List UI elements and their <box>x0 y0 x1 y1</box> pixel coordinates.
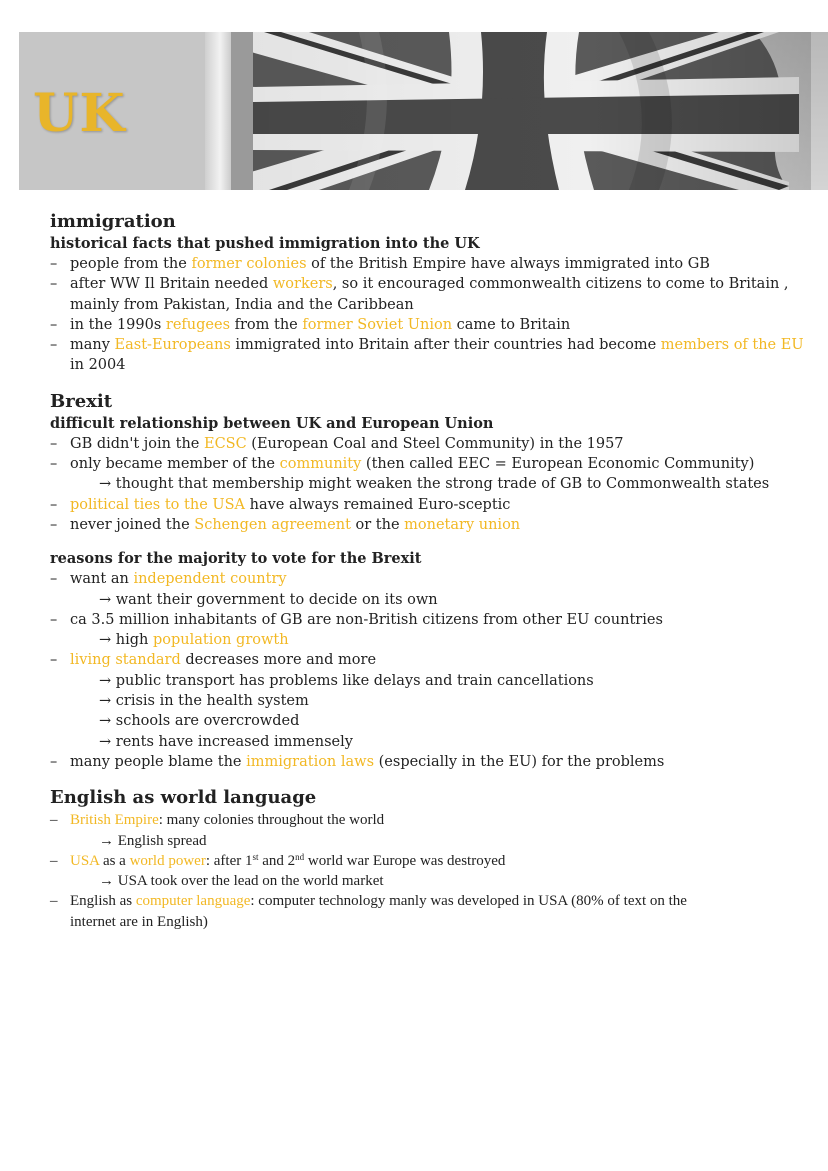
arrow-subitem: → high population growth <box>99 632 289 649</box>
list-item: – want an independent country <box>50 571 287 588</box>
list-item: – living standard decreases more and more <box>50 652 377 669</box>
arrow-icon: → <box>99 713 112 730</box>
list-item-continuation: in 2004 <box>70 357 126 374</box>
list-item-continuation: mainly from Pakistan, India and the Caribbean <box>70 296 414 313</box>
subheading-difficult-relationship: difficult relationship between UK and European Union <box>50 414 494 432</box>
content <box>50 210 804 932</box>
arrow-subitem: → English spread <box>99 832 207 849</box>
list-item: – many East-Europeans immigrated into Britain after their countries had become members of the EU <box>50 337 804 354</box>
list-item: – English as computer language: computer technology manly was developed in USA (80% of text on the <box>50 893 687 910</box>
arrow-icon: → <box>99 632 112 649</box>
section-heading-immigration: immigration <box>50 211 176 232</box>
arrow-icon: → <box>99 733 112 750</box>
list-item: – never joined the Schengen agreement or the monetary union <box>50 516 521 533</box>
arrow-subitem: → schools are overcrowded <box>99 713 300 730</box>
header-banner <box>19 32 828 190</box>
list-item: – people from the former colonies of the British Empire have always immigrated into GB <box>50 256 710 272</box>
list-item: – in the 1990s refugees from the former Soviet Union came to Britain <box>50 316 571 333</box>
subheading-reasons-brexit: reasons for the majority to vote for the Brexit <box>50 550 422 568</box>
list-item: – British Empire: many colonies throughout the world <box>50 812 385 829</box>
list-item-continuation: internet are in English) <box>70 913 208 930</box>
arrow-subitem: → want their government to decide on its own <box>99 591 438 608</box>
arrow-icon: → <box>99 873 114 890</box>
list-item: – USA as a world power: after 1st and 2nd world war Europe was destroyed <box>50 851 506 869</box>
english-list <box>50 810 790 932</box>
arrow-subitem: → thought that membership might weaken the strong trade of GB to Commonwealth states <box>99 476 770 493</box>
list-item: – many people blame the immigration laws (especially in the EU) for the problems <box>50 753 665 770</box>
list-item: – only became member of the community (then called EEC = European Economic Community) <box>50 456 755 473</box>
list-item: – ca 3.5 million inhabitants of GB are non-British citizens from other EU countries <box>50 611 663 628</box>
list-item: – political ties to the USA have always remained Euro-sceptic <box>50 496 511 513</box>
arrow-subitem: → public transport has problems like delays and train cancellations <box>99 672 594 689</box>
arrow-icon: → <box>99 476 112 493</box>
union-jack-flag-image <box>19 32 828 190</box>
arrow-icon: → <box>99 672 112 689</box>
arrow-icon: → <box>99 693 112 710</box>
arrow-subitem: → rents have increased immensely <box>99 733 353 750</box>
subheading-historical-facts: historical facts that pushed immigration into the UK <box>50 235 480 252</box>
banner-title: UK <box>33 83 126 144</box>
section-heading-english: English as world language <box>50 787 317 809</box>
arrow-icon: → <box>99 832 114 849</box>
arrow-subitem: → USA took over the lead on the world market <box>99 873 384 890</box>
list-item: – GB didn't join the ECSC (European Coal and Steel Community) in the 1957 <box>50 435 624 452</box>
arrow-icon: → <box>99 591 112 608</box>
list-item: – after WW Il Britain needed workers, so it encouraged commonwealth citizens to come to Britain , <box>50 276 789 293</box>
arrow-subitem: → crisis in the health system <box>99 693 309 710</box>
section-heading-brexit: Brexit <box>50 390 113 412</box>
